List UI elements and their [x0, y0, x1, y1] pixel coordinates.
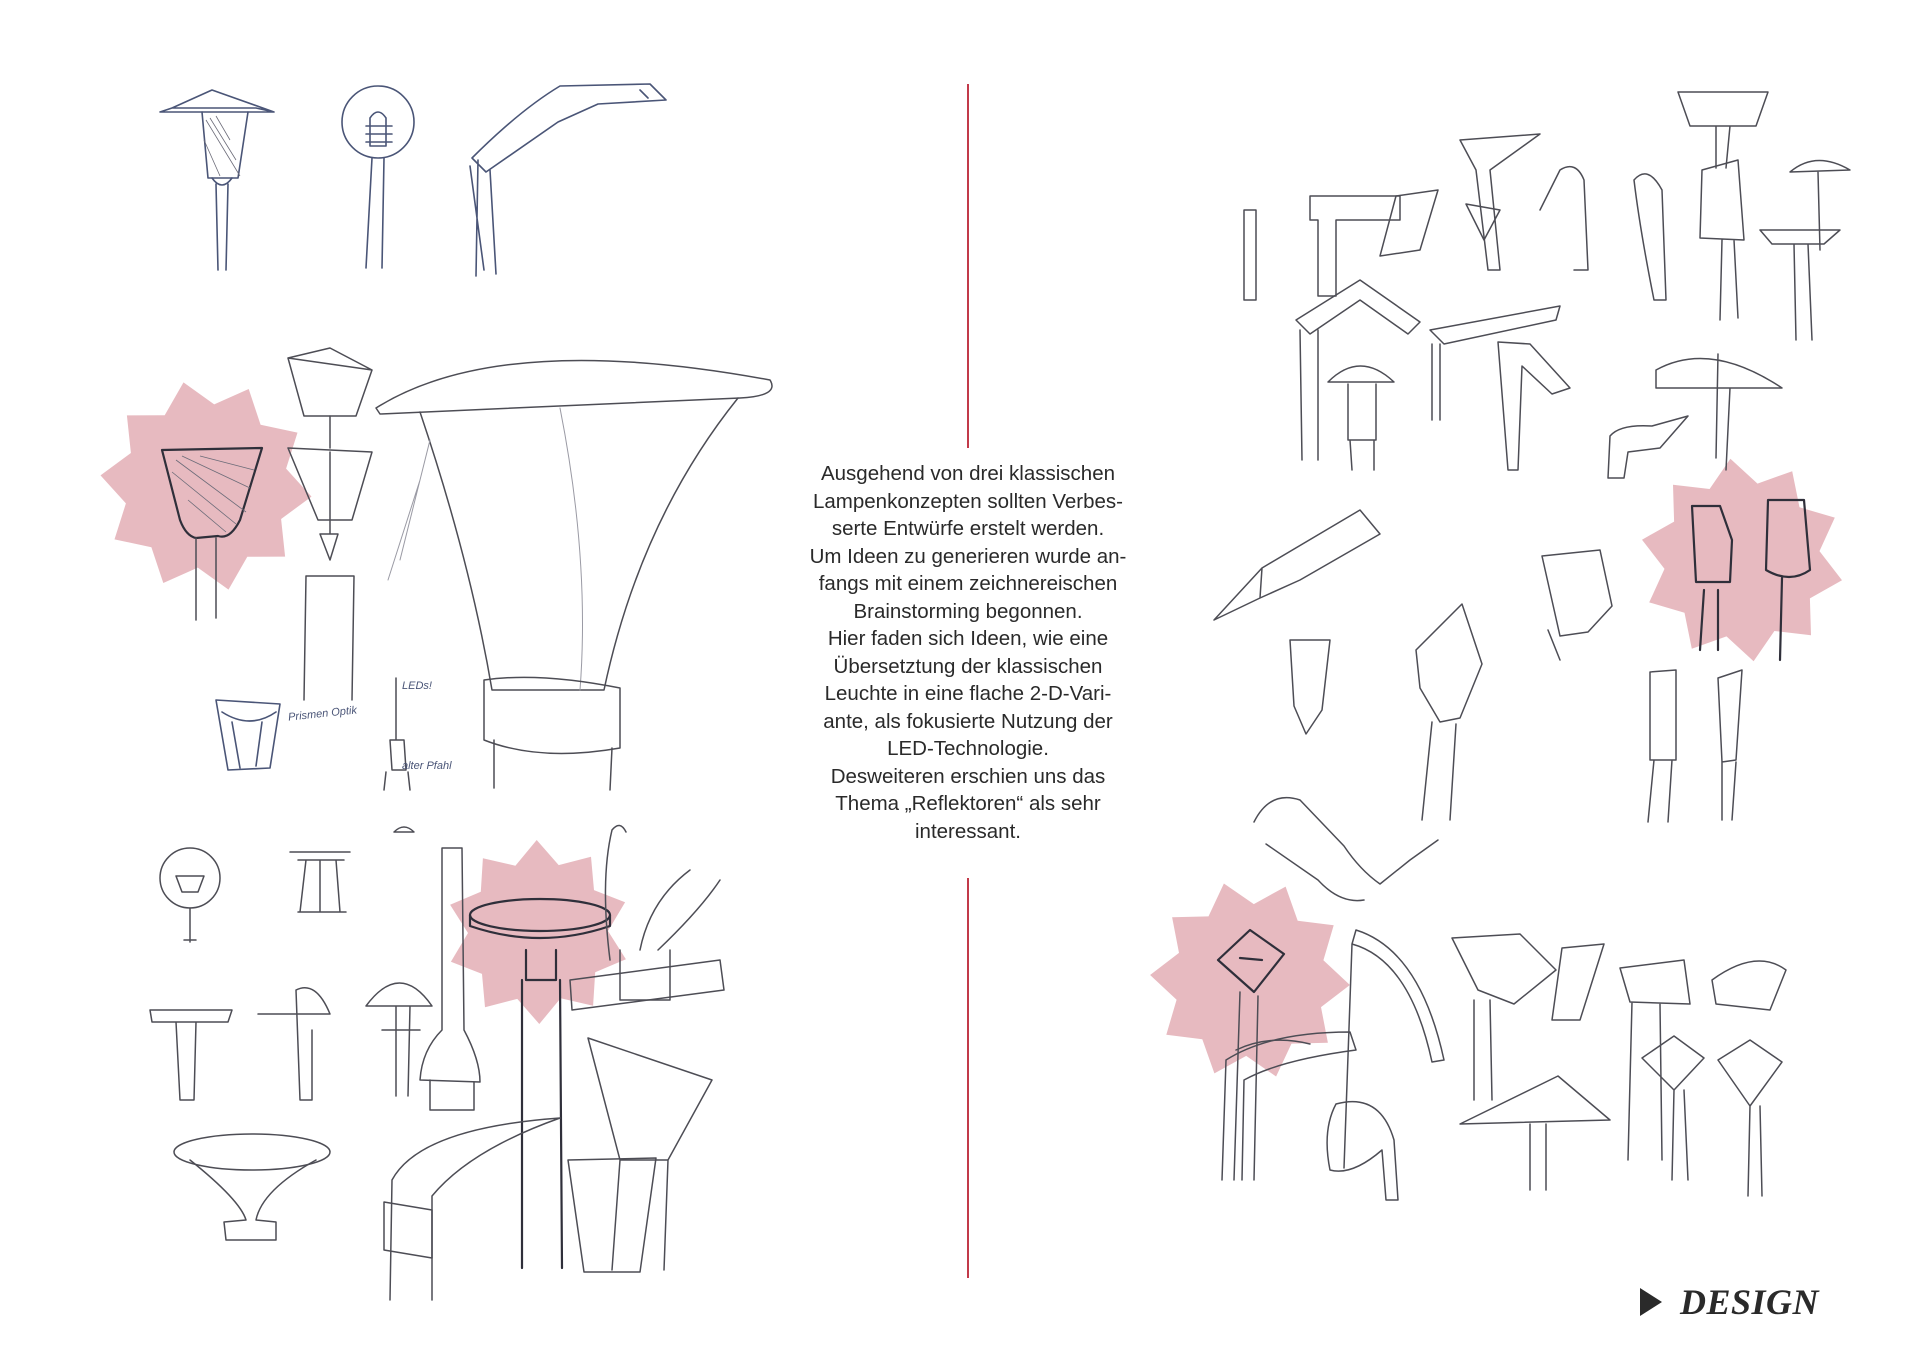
body-line: Um Ideen zu generieren wurde an- [809, 544, 1127, 568]
section-label: DESIGN [1680, 1282, 1820, 1322]
body-line: interessant. [915, 819, 1021, 843]
sketch-note-led: LEDs! [402, 680, 432, 692]
body-text [780, 460, 1156, 845]
body-line: Brainstorming begonnen. [853, 599, 1083, 623]
body-line: Hier faden sich Ideen, wie eine [827, 627, 1109, 650]
sketch-note-pole: alter Pfahl [402, 760, 452, 772]
highlight-star-shade [101, 382, 312, 589]
body-line: Thema „Reflektoren“ als sehr [835, 792, 1101, 815]
sketch-note-prism: Prismen Optik [287, 704, 358, 724]
body-line: fangs mit einem zeichnereischen [818, 572, 1118, 595]
classic-lamp-sketches [160, 84, 666, 276]
body-line: Leuchte in eine flache 2-D-Vari- [824, 682, 1112, 705]
bottom-left-sketches [150, 825, 724, 1300]
center-divider-top [967, 84, 969, 448]
body-line: ante, als fokusierte Nutzung der [823, 709, 1113, 733]
body-line: serte Entwürfe erstelt werden. [831, 517, 1105, 540]
highlight-star-lantern [1642, 459, 1842, 662]
body-line: LED-Technologie. [887, 737, 1049, 760]
body-line: Desweiteren erschien uns das [830, 764, 1106, 788]
body-line: Lampenkonzepten sollten Verbes- [813, 489, 1123, 513]
section-tag [1640, 1282, 1819, 1322]
center-divider-bottom [967, 878, 969, 1278]
body-line: Übersetztung der klassischen [833, 654, 1103, 678]
play-arrow-icon [1640, 1288, 1662, 1316]
body-line: Ausgehend von drei klassischen [820, 462, 1116, 485]
